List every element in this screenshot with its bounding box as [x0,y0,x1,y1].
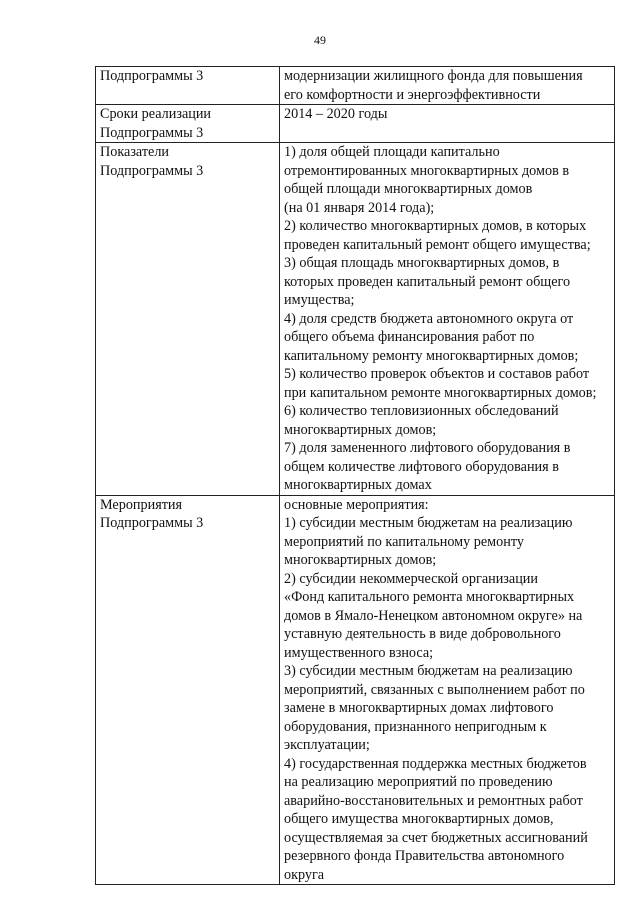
row-value-line: 4) государственная поддержка местных бюджетов [284,755,587,772]
row-value-line: имущественного взноса; [284,644,434,661]
row-value-line: замене в многоквартирных домах лифтового [284,700,554,716]
row-value-line: 2) субсидии некоммерческой организации [284,570,538,587]
row-value-line: отремонтированных многоквартирных домов в [284,162,570,179]
row-value-line: общей площади многоквартирных домов [284,181,533,197]
row-label-line: Подпрограммы 3 [100,68,204,84]
row-value-line: 7) доля замененного лифтового оборудования в [284,440,571,456]
row-value-line: 3) общая площадь многоквартирных домов, в [284,255,560,271]
row-label-cell [96,105,280,143]
row-value-line: «Фонд капитального ремонта многоквартирных [284,589,575,605]
row-value-line: которых проведен капитальный ремонт общего [284,273,571,290]
row-value-line: проведен капитальный ремонт общего имущества; [284,236,591,253]
row-value-line: аварийно-восстановительных и ремонтных работ [284,792,583,809]
row-value-cell [280,495,615,885]
row-value-line: основные мероприятия: [284,496,429,513]
row-value-cell [280,143,615,496]
row-value-line: на реализацию мероприятий по проведению [284,774,553,790]
row-value-line: капитальному ремонту многоквартирных домов; [284,347,579,364]
row-value-cell [280,67,615,105]
row-label-cell [96,67,280,105]
row-value-line: 3) субсидии местным бюджетам на реализацию [284,663,573,679]
row-value-line: 1) субсидии местным бюджетам на реализацию [284,515,573,531]
row-value-line: 6) количество тепловизионных обследований [284,403,559,419]
row-value-line: (на 01 января 2014 года); [284,199,435,216]
row-value-line: эксплуатации; [284,737,370,753]
row-value-line: общего имущества многоквартирных домов, [284,811,554,827]
table-row-indicators [96,143,615,496]
row-value-line: 4) доля средств бюджета автономного округа от [284,310,574,327]
page-number: 49 [314,33,326,47]
row-label-line: Подпрограммы 3 [100,124,204,141]
row-value-line: его комфортности и энергоэффективности [284,86,541,103]
row-label-cell [96,143,280,496]
row-value-line: при капитальном ремонте многоквартирных домов; [284,384,597,401]
row-value-line: домов в Ямало-Ненецком автономном округе» на [284,607,583,624]
row-value-line: округа [284,866,325,883]
row-label-line: Показатели [100,144,170,160]
row-label-line: Подпрограммы 3 [100,162,204,179]
row-value-line: 1) доля общей площади капитально [284,144,500,160]
row-value-line: общего объема финансирования работ по [284,329,535,345]
row-value-line: уставную деятельность в виде добровольного [284,626,561,642]
row-value-line: оборудования, признанного непригодным к [284,718,547,735]
row-label-cell [96,495,280,885]
row-value-line: осуществляемая за счет бюджетных ассигнований [284,829,588,846]
table-row-subprogram-name [96,67,615,105]
row-label-line: Сроки реализации [100,106,212,122]
row-value-line: многоквартирных домов; [284,552,437,568]
row-value-line: многоквартирных домах [284,477,432,493]
row-value-line: мероприятий по капитальному ремонту [284,533,524,550]
row-value-line: общем количестве лифтового оборудования в [284,458,559,475]
row-value-line: 2014 – 2020 годы [284,106,388,122]
row-value-cell [280,105,615,143]
row-value-line: имущества; [284,292,355,308]
program-passport-table [95,66,615,885]
row-value-line: модернизации жилищного фонда для повышения [284,68,583,84]
row-value-line: многоквартирных домов; [284,421,437,438]
row-value-line: 5) количество проверок объектов и составов работ [284,366,590,382]
row-value-line: мероприятий, связанных с выполнением работ по [284,681,585,698]
row-value-line: 2) количество многоквартирных домов, в которых [284,218,587,234]
table-row-implementation-period [96,105,615,143]
row-value-line: резервного фонда Правительства автономного [284,848,565,864]
row-label-line: Мероприятия [100,496,183,513]
table-row-activities [96,495,615,885]
row-label-line: Подпрограммы 3 [100,515,204,531]
